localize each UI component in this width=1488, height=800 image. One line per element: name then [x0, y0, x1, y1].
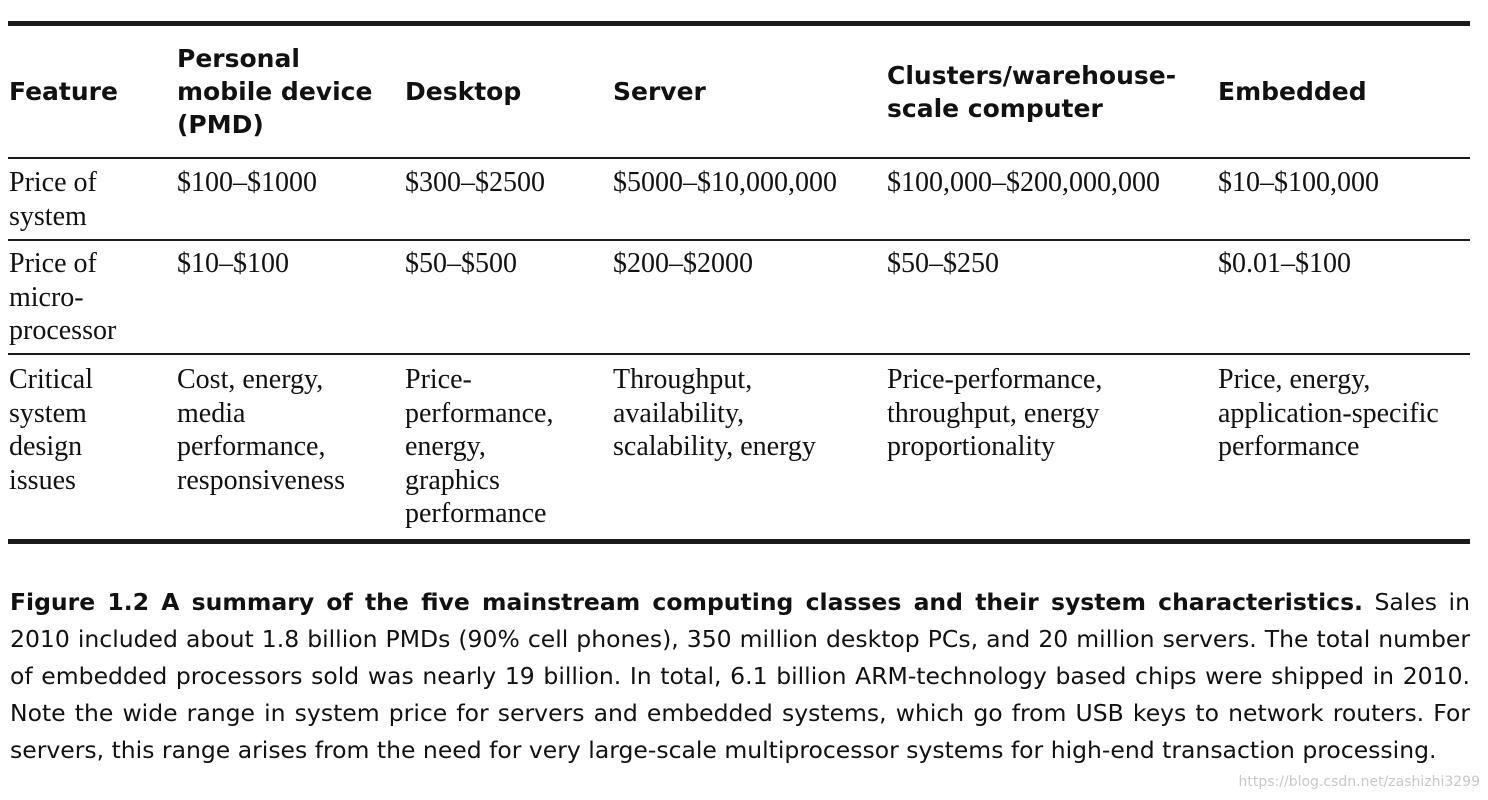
row-price-system-clusters: $100,000–$200,000,000: [887, 167, 1160, 198]
row-design-issues-embedded: Price, energy, application-specific performance: [1218, 364, 1439, 462]
row-price-micro-clusters: $50–$250: [887, 248, 999, 279]
row-price-micro-feature: Price of micro- processor: [9, 248, 117, 346]
row-design-issues-desktop: Price- performance, energy, graphics performance: [405, 364, 554, 529]
row-design-issues-feature: Critical system design issues: [9, 364, 93, 496]
watermark: https://blog.csdn.net/zashizhi3299: [1238, 774, 1480, 790]
table-bottom-rule: [8, 539, 1470, 544]
row-price-micro-desktop: $50–$500: [405, 248, 517, 279]
figure-caption-text: Sales in 2010 included about 1.8 billion PMDs (90% cell phones), 350 million desktop PCs, and 20 million servers. The total number of embedded processors sold was nearly 19 billion. In total, 6.1 billion ARM-technology based chips were shipped in 2010. Note the wide range in system price for servers and embedded systems, which go from USB keys to network routers. For servers, this range arises from the need for very large-scale multiprocessor systems for high-end transaction processing.: [10, 587, 1470, 764]
row-price-system-desktop: $300–$2500: [405, 167, 545, 198]
col-header-clusters: Clusters/warehouse- scale computer: [887, 61, 1177, 123]
header-bottom-rule: [8, 157, 1470, 159]
figure-caption: [10, 584, 1470, 769]
row-price-system-feature: Price of system: [9, 167, 97, 232]
col-header-pmd: Personal mobile device (PMD): [177, 44, 373, 139]
row-price-system-server: $5000–$10,000,000: [613, 167, 837, 198]
row-price-system-pmd: $100–$1000: [177, 167, 317, 198]
row-price-micro-server: $200–$2000: [613, 248, 753, 279]
col-header-desktop: Desktop: [405, 77, 522, 106]
row-2-bottom-rule: [8, 353, 1470, 355]
col-header-embedded: Embedded: [1218, 77, 1367, 106]
col-header-feature: Feature: [9, 77, 118, 106]
row-price-system-embedded: $10–$100,000: [1218, 167, 1379, 198]
row-design-issues-pmd: Cost, energy, media performance, responsiveness: [177, 364, 345, 496]
row-1-bottom-rule: [8, 239, 1470, 241]
row-design-issues-clusters: Price-performance, throughput, energy proportionality: [887, 364, 1103, 462]
row-price-micro-pmd: $10–$100: [177, 248, 289, 279]
row-price-micro-embedded: $0.01–$100: [1218, 248, 1351, 279]
row-design-issues-server: Throughput, availability, scalability, energy: [613, 364, 816, 462]
col-header-server: Server: [613, 77, 706, 106]
figure-caption-label: Figure 1.2 A summary of the five mainstream computing classes and their system characteristics.: [10, 587, 1363, 616]
table-top-rule: [8, 21, 1470, 26]
